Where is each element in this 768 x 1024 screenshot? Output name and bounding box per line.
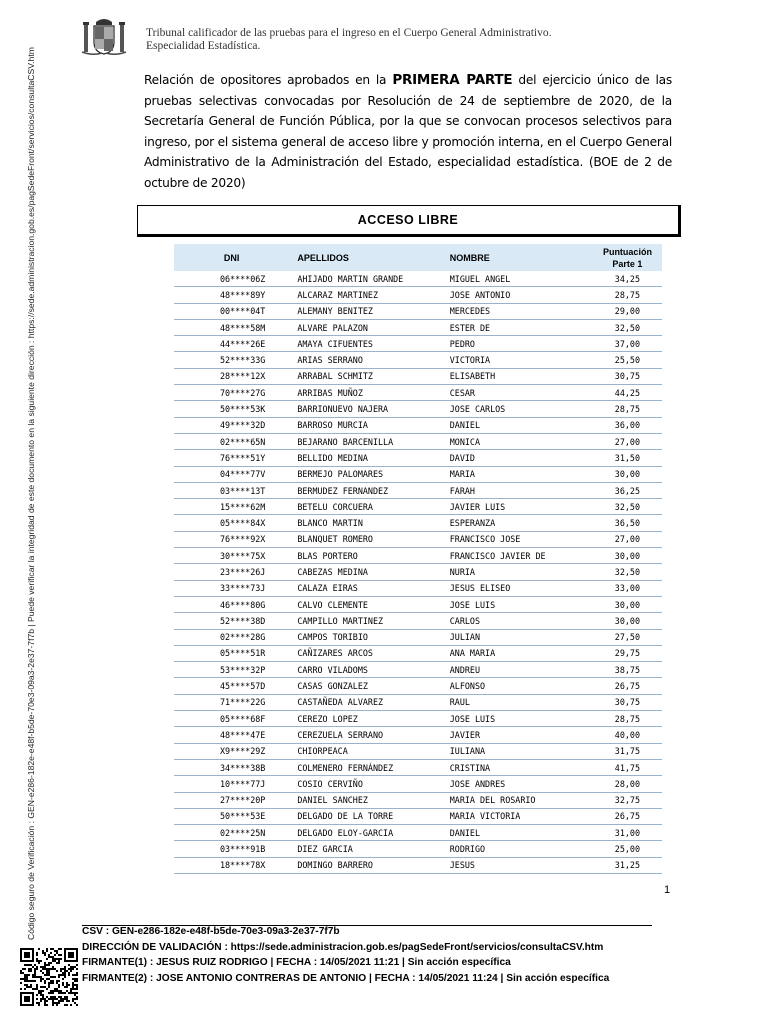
cell-dni: 76****51Y (174, 450, 289, 466)
footer-signer-2: FIRMANTE(2) : JOSE ANTONIO CONTRERAS DE ANTONIO | FECHA : 14/05/2021 11:24 | Sin acción específica (82, 973, 610, 984)
table-row (174, 499, 662, 515)
footer-signer-1: FIRMANTE(1) : JESUS RUIZ RODRIGO | FECHA : 14/05/2021 11:21 | Sin acción específica (82, 957, 511, 968)
cell-dni: 44****26E (174, 336, 289, 352)
cell-nombre: JOSE CARLOS (442, 401, 593, 417)
footer-csv: CSV : GEN-e286-182e-e48f-b5de-70e3-09a3-2e37-7f7b (82, 926, 340, 937)
header-dni: DNI (174, 244, 289, 271)
cell-puntuacion: 26,75 (593, 808, 662, 824)
table-row (174, 645, 662, 661)
cell-apellidos: BLANQUET ROMERO (289, 531, 441, 547)
cell-dni: 02****28G (174, 629, 289, 645)
header-puntuacion-line1: Puntuación (602, 246, 652, 257)
cell-apellidos: AMAYA CIFUENTES (289, 336, 441, 352)
cell-puntuacion: 25,00 (593, 841, 662, 857)
cell-nombre: MONICA (442, 433, 593, 449)
cell-apellidos: CALAZA EIRAS (289, 580, 441, 596)
table-row (174, 352, 662, 368)
table-row (174, 303, 662, 319)
cell-nombre: PEDRO (442, 336, 593, 352)
table-row (174, 629, 662, 645)
coat-of-arms-icon (82, 16, 126, 58)
cell-apellidos: CARRO VILADOMS (289, 662, 441, 678)
cell-nombre: ANDREU (442, 662, 593, 678)
table-row (174, 580, 662, 596)
cell-puntuacion: 28,75 (593, 401, 662, 417)
cell-nombre: MARIA VICTORIA (442, 808, 593, 824)
header-line-1: Tribunal calificador de las pruebas para el ingreso en el Cuerpo General Administrativo. (146, 27, 552, 39)
table-row (174, 548, 662, 564)
cell-nombre: DANIEL (442, 417, 593, 433)
cell-apellidos: CHIORPEACA (289, 743, 441, 759)
cell-apellidos: CAÑIZARES ARCOS (289, 645, 441, 661)
table-row (174, 287, 662, 303)
cell-nombre: MARIA DEL ROSARIO (442, 792, 593, 808)
cell-puntuacion: 31,25 (593, 857, 662, 873)
table-row (174, 808, 662, 824)
header-apellidos: APELLIDOS (289, 244, 441, 271)
cell-nombre: CESAR (442, 385, 593, 401)
document-header (146, 27, 551, 53)
cell-apellidos: DOMINGO BARRERO (289, 857, 441, 873)
cell-dni: 33****73J (174, 580, 289, 596)
section-title: ACCESO LIBRE (137, 205, 681, 237)
cell-apellidos: ARRIBAS MUÑOZ (289, 385, 441, 401)
table-header-row (174, 244, 662, 271)
cell-puntuacion: 31,00 (593, 825, 662, 841)
cell-nombre: CARLOS (442, 613, 593, 629)
cell-dni: X9****29Z (174, 743, 289, 759)
cell-nombre: JULIAN (442, 629, 593, 645)
table-row (174, 417, 662, 433)
cell-apellidos: CALVO CLEMENTE (289, 596, 441, 612)
cell-puntuacion: 37,00 (593, 336, 662, 352)
cell-puntuacion: 32,75 (593, 792, 662, 808)
cell-puntuacion: 32,50 (593, 319, 662, 335)
cell-nombre: DAVID (442, 450, 593, 466)
cell-puntuacion: 34,25 (593, 271, 662, 287)
table-row (174, 662, 662, 678)
table-row (174, 727, 662, 743)
cell-apellidos: DELGADO DE LA TORRE (289, 808, 441, 824)
table-row (174, 368, 662, 384)
cell-dni: 48****58M (174, 319, 289, 335)
cell-apellidos: BEJARANO BARCENILLA (289, 433, 441, 449)
cell-apellidos: DANIEL SANCHEZ (289, 792, 441, 808)
header-puntuacion (593, 244, 662, 271)
cell-dni: 76****92X (174, 531, 289, 547)
table-row (174, 515, 662, 531)
table-row (174, 759, 662, 775)
cell-nombre: JOSE ANDRES (442, 776, 593, 792)
table-row (174, 319, 662, 335)
cell-dni: 34****38B (174, 759, 289, 775)
table-row (174, 694, 662, 710)
cell-puntuacion: 40,00 (593, 727, 662, 743)
header-line-2: Especialidad Estadística. (146, 40, 261, 52)
table-row (174, 450, 662, 466)
cell-puntuacion: 31,50 (593, 450, 662, 466)
cell-puntuacion: 30,00 (593, 613, 662, 629)
table-row (174, 433, 662, 449)
cell-puntuacion: 29,00 (593, 303, 662, 319)
cell-dni: 02****65N (174, 433, 289, 449)
intro-paragraph (144, 70, 672, 193)
table-row (174, 825, 662, 841)
cell-dni: 15****62M (174, 499, 289, 515)
table-row (174, 678, 662, 694)
cell-puntuacion: 30,75 (593, 368, 662, 384)
cell-dni: 27****20P (174, 792, 289, 808)
cell-dni: 48****89Y (174, 287, 289, 303)
cell-nombre: MARIA (442, 466, 593, 482)
cell-apellidos: ALEMANY BENITEZ (289, 303, 441, 319)
cell-apellidos: DELGADO ELOY-GARCIA (289, 825, 441, 841)
cell-apellidos: CEREZO LOPEZ (289, 711, 441, 727)
cell-apellidos: DIEZ GARCIA (289, 841, 441, 857)
cell-nombre: JAVIER (442, 727, 593, 743)
cell-nombre: FARAH (442, 482, 593, 498)
cell-dni: 28****12X (174, 368, 289, 384)
cell-puntuacion: 38,75 (593, 662, 662, 678)
table-row (174, 564, 662, 580)
table-row (174, 841, 662, 857)
cell-puntuacion: 28,00 (593, 776, 662, 792)
cell-nombre: JESUS ELISEO (442, 580, 593, 596)
cell-apellidos: ARIAS SERRANO (289, 352, 441, 368)
cell-apellidos: CABEZAS MEDINA (289, 564, 441, 580)
cell-puntuacion: 27,50 (593, 629, 662, 645)
table-row (174, 482, 662, 498)
cell-puntuacion: 30,00 (593, 548, 662, 564)
cell-dni: 30****75X (174, 548, 289, 564)
table-row (174, 531, 662, 547)
cell-dni: 05****84X (174, 515, 289, 531)
cell-nombre: JESUS (442, 857, 593, 873)
cell-nombre: ELISABETH (442, 368, 593, 384)
cell-nombre: JOSE LUIS (442, 596, 593, 612)
cell-nombre: ESTER DE (442, 319, 593, 335)
cell-nombre: VICTORIA (442, 352, 593, 368)
cell-puntuacion: 31,75 (593, 743, 662, 759)
cell-apellidos: CEREZUELA SERRANO (289, 727, 441, 743)
table-row (174, 743, 662, 759)
cell-apellidos: ARRABAL SCHMITZ (289, 368, 441, 384)
cell-puntuacion: 26,75 (593, 678, 662, 694)
cell-dni: 52****38D (174, 613, 289, 629)
cell-nombre: JOSE ANTONIO (442, 287, 593, 303)
cell-nombre: JOSE LUIS (442, 711, 593, 727)
table-row (174, 271, 662, 287)
cell-dni: 04****77V (174, 466, 289, 482)
cell-apellidos: BLANCO MARTIN (289, 515, 441, 531)
table-row (174, 385, 662, 401)
side-verification-text: Código seguro de Verificación : GEN-e286-182e-e48f-b5de-70e3-09a3-2e37-7f7b | Puede verificar la integridad de este documento en la siguiente dirección : https://sede.administracion.gob.es/pagSedeFront/servicios/consultaCSV.htm (26, 47, 36, 940)
footer-validation-url[interactable]: DIRECCIÓN DE VALIDACIÓN : https://sede.administracion.gob.es/pagSedeFront/servicios/consultaCSV.htm (82, 942, 604, 953)
table-row (174, 776, 662, 792)
header-nombre: NOMBRE (442, 244, 593, 271)
intro-part-1: Relación de opositores aprobados en la (144, 73, 393, 87)
cell-dni: 70****27G (174, 385, 289, 401)
table-row (174, 336, 662, 352)
cell-puntuacion: 25,50 (593, 352, 662, 368)
cell-nombre: NURIA (442, 564, 593, 580)
cell-puntuacion: 33,00 (593, 580, 662, 596)
cell-apellidos: BARROSO MURCIA (289, 417, 441, 433)
table-row (174, 596, 662, 612)
cell-apellidos: CAMPOS TORIBIO (289, 629, 441, 645)
table-row (174, 711, 662, 727)
cell-dni: 48****47E (174, 727, 289, 743)
table-row (174, 857, 662, 873)
header-puntuacion-line2: Parte 1 (612, 258, 643, 269)
cell-dni: 46****80G (174, 596, 289, 612)
cell-puntuacion: 28,75 (593, 287, 662, 303)
cell-apellidos: BETELU CORCUERA (289, 499, 441, 515)
cell-nombre: FRANCISCO JAVIER DE (442, 548, 593, 564)
results-table (174, 244, 662, 874)
qr-code-icon (20, 948, 78, 1006)
cell-apellidos: AHIJADO MARTIN GRANDE (289, 271, 441, 287)
cell-dni: 18****78X (174, 857, 289, 873)
cell-dni: 05****68F (174, 711, 289, 727)
cell-puntuacion: 36,00 (593, 417, 662, 433)
intro-part-2: del ejercicio único de las pruebas selectivas convocadas por Resolución de 24 de septiembre de 2020, de la Secretaría General de Función Pública, por la que se convocan procesos selectivos para ingreso, por el sistema general de acceso libre y promoción interna, en el Cuerpo General Administrativo de la Administración del Estado, especialidad estadística. (BOE de 2 de octubre de 2020) (144, 73, 672, 190)
cell-dni: 53****32P (174, 662, 289, 678)
page-number: 1 (664, 884, 671, 896)
table-body (174, 271, 662, 873)
cell-puntuacion: 36,50 (593, 515, 662, 531)
cell-puntuacion: 27,00 (593, 531, 662, 547)
cell-apellidos: ALVARE PALAZON (289, 319, 441, 335)
cell-apellidos: BERMUDEZ FERNANDEZ (289, 482, 441, 498)
cell-nombre: MIGUEL ANGEL (442, 271, 593, 287)
cell-nombre: MERCEDES (442, 303, 593, 319)
cell-dni: 03****13T (174, 482, 289, 498)
cell-nombre: ESPERANZA (442, 515, 593, 531)
cell-apellidos: CASAS GONZALEZ (289, 678, 441, 694)
intro-emphasis: PRIMERA PARTE (392, 72, 513, 88)
cell-puntuacion: 44,25 (593, 385, 662, 401)
cell-apellidos: BELLIDO MEDINA (289, 450, 441, 466)
table-row (174, 466, 662, 482)
cell-puntuacion: 30,00 (593, 596, 662, 612)
cell-puntuacion: 29,75 (593, 645, 662, 661)
cell-nombre: ANA MARIA (442, 645, 593, 661)
cell-apellidos: BERMEJO PALOMARES (289, 466, 441, 482)
cell-dni: 23****26J (174, 564, 289, 580)
cell-nombre: RAUL (442, 694, 593, 710)
cell-nombre: CRISTINA (442, 759, 593, 775)
cell-dni: 45****57D (174, 678, 289, 694)
table-row (174, 792, 662, 808)
cell-apellidos: COLMENERO FERNÁNDEZ (289, 759, 441, 775)
cell-dni: 49****32D (174, 417, 289, 433)
cell-puntuacion: 28,75 (593, 711, 662, 727)
cell-apellidos: BARRIONUEVO NAJERA (289, 401, 441, 417)
cell-puntuacion: 27,00 (593, 433, 662, 449)
cell-dni: 50****53K (174, 401, 289, 417)
cell-dni: 10****77J (174, 776, 289, 792)
cell-apellidos: BLAS PORTERO (289, 548, 441, 564)
cell-dni: 05****51R (174, 645, 289, 661)
cell-nombre: FRANCISCO JOSE (442, 531, 593, 547)
cell-nombre: IULIANA (442, 743, 593, 759)
cell-nombre: RODRIGO (442, 841, 593, 857)
table-row (174, 613, 662, 629)
cell-puntuacion: 36,25 (593, 482, 662, 498)
cell-puntuacion: 32,50 (593, 564, 662, 580)
cell-puntuacion: 32,50 (593, 499, 662, 515)
cell-nombre: ALFONSO (442, 678, 593, 694)
cell-dni: 52****33G (174, 352, 289, 368)
cell-apellidos: CASTAÑEDA ALVAREZ (289, 694, 441, 710)
cell-puntuacion: 30,75 (593, 694, 662, 710)
cell-dni: 03****91B (174, 841, 289, 857)
cell-dni: 00****04T (174, 303, 289, 319)
table-row (174, 401, 662, 417)
cell-apellidos: COSIO CERVIÑO (289, 776, 441, 792)
cell-puntuacion: 30,00 (593, 466, 662, 482)
cell-dni: 02****25N (174, 825, 289, 841)
cell-nombre: JAVIER LUIS (442, 499, 593, 515)
cell-dni: 06****06Z (174, 271, 289, 287)
cell-puntuacion: 41,75 (593, 759, 662, 775)
cell-dni: 50****53E (174, 808, 289, 824)
cell-apellidos: ALCARAZ MARTINEZ (289, 287, 441, 303)
cell-apellidos: CAMPILLO MARTINEZ (289, 613, 441, 629)
cell-dni: 71****22G (174, 694, 289, 710)
cell-nombre: DANIEL (442, 825, 593, 841)
